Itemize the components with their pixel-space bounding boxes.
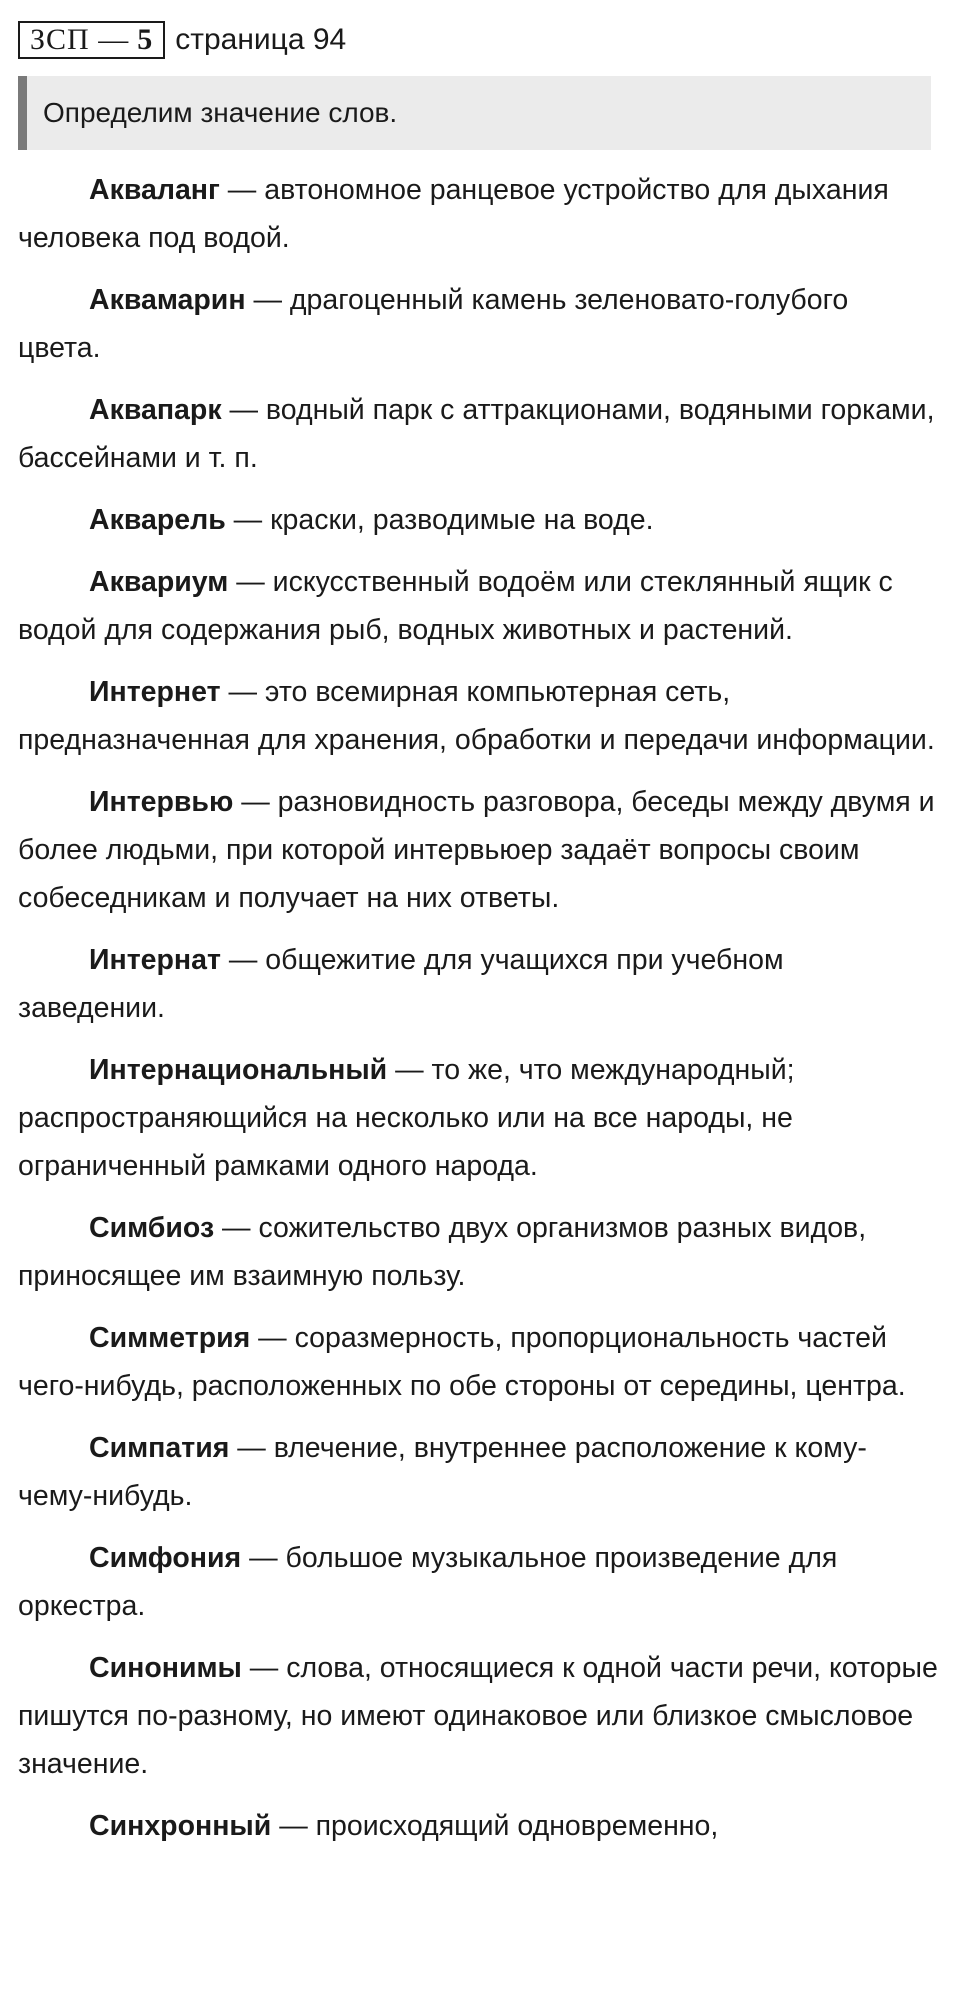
definition-entry	[18, 386, 938, 482]
book-badge-prefix: ЗСП —	[30, 23, 130, 56]
definitions-list	[18, 166, 938, 1864]
definition-entry	[18, 276, 938, 372]
definition-entry	[18, 936, 938, 1032]
definition-entry	[18, 1046, 938, 1190]
entry-definition: — соразмерность, пропорциональность частей чего-нибудь, расположенных по обе стороны от середины, центра.	[18, 1322, 906, 1402]
definition-entry	[18, 1802, 938, 1850]
entry-term: Интернат	[89, 944, 221, 976]
entry-definition: — драгоценный камень зеленовато-голубого цвета.	[18, 284, 849, 364]
definition-entry	[18, 1314, 938, 1410]
entry-term: Синонимы	[89, 1652, 242, 1684]
entry-term: Синхронный	[89, 1810, 272, 1842]
task-instruction-text: Определим значение слов.	[43, 97, 398, 128]
definition-entry	[18, 1424, 938, 1520]
entry-term: Симбиоз	[89, 1212, 215, 1244]
entry-definition: — автономное ранцевое устройство для дыхания человека под водой.	[18, 174, 889, 254]
entry-definition: — краски, разводимые на воде.	[225, 504, 654, 536]
definition-entry	[18, 1644, 938, 1788]
book-badge	[18, 21, 165, 59]
definition-entry	[18, 1204, 938, 1300]
entry-term: Симметрия	[89, 1322, 251, 1354]
task-instruction-box	[18, 76, 931, 150]
entry-term: Аквариум	[89, 566, 229, 598]
definition-entry	[18, 166, 938, 262]
definition-entry	[18, 558, 938, 654]
entry-definition: — слова, относящиеся к одной части речи, которые пишутся по-разному, но имеют одинаковое или близкое смысловое значение.	[18, 1652, 938, 1780]
entry-term: Симфония	[89, 1542, 242, 1574]
definition-entry	[18, 668, 938, 764]
entry-definition: — водный парк с аттракционами, водяными горками, бассейнами и т. п.	[18, 394, 935, 474]
definition-entry	[18, 496, 938, 544]
entry-definition: — это всемирная компьютерная сеть, предназначенная для хранения, обработки и передачи информации.	[18, 676, 935, 756]
definition-entry	[18, 778, 938, 922]
entry-term: Интервью	[89, 786, 234, 818]
entry-definition: — происходящий одновременно,	[271, 1810, 719, 1842]
page-number-label: страница 94	[175, 23, 347, 56]
entry-term: Симпатия	[89, 1432, 230, 1464]
entry-term: Аквапарк	[89, 394, 222, 426]
entry-definition: — сожительство двух организмов разных видов, приносящее им взаимную пользу.	[18, 1212, 867, 1292]
entry-term: Интернациональный	[89, 1054, 388, 1086]
entry-term: Интернет	[89, 676, 221, 708]
page-header	[18, 20, 346, 60]
entry-term: Акваланг	[89, 174, 220, 206]
entry-definition: — искусственный водоём или стеклянный ящик с водой для содержания рыб, водных животных и растений.	[18, 566, 893, 646]
book-badge-number: 5	[137, 23, 154, 56]
entry-definition: — влечение, внутреннее расположение к кому-чему-нибудь.	[18, 1432, 867, 1512]
entry-definition: — разновидность разговора, беседы между двумя и более людьми, при которой интервьюер задаёт вопросы своим собеседникам и получает на них ответы.	[18, 786, 935, 914]
entry-definition: — большое музыкальное произведение для оркестра.	[18, 1542, 838, 1622]
entry-definition: — общежитие для учащихся при учебном заведении.	[18, 944, 784, 1024]
entry-term: Аквамарин	[89, 284, 246, 316]
definition-entry	[18, 1534, 938, 1630]
entry-definition: — то же, что международный; распространяющийся на несколько или на все народы, не ограниченный рамками одного народа.	[18, 1054, 795, 1182]
entry-term: Акварель	[89, 504, 226, 536]
